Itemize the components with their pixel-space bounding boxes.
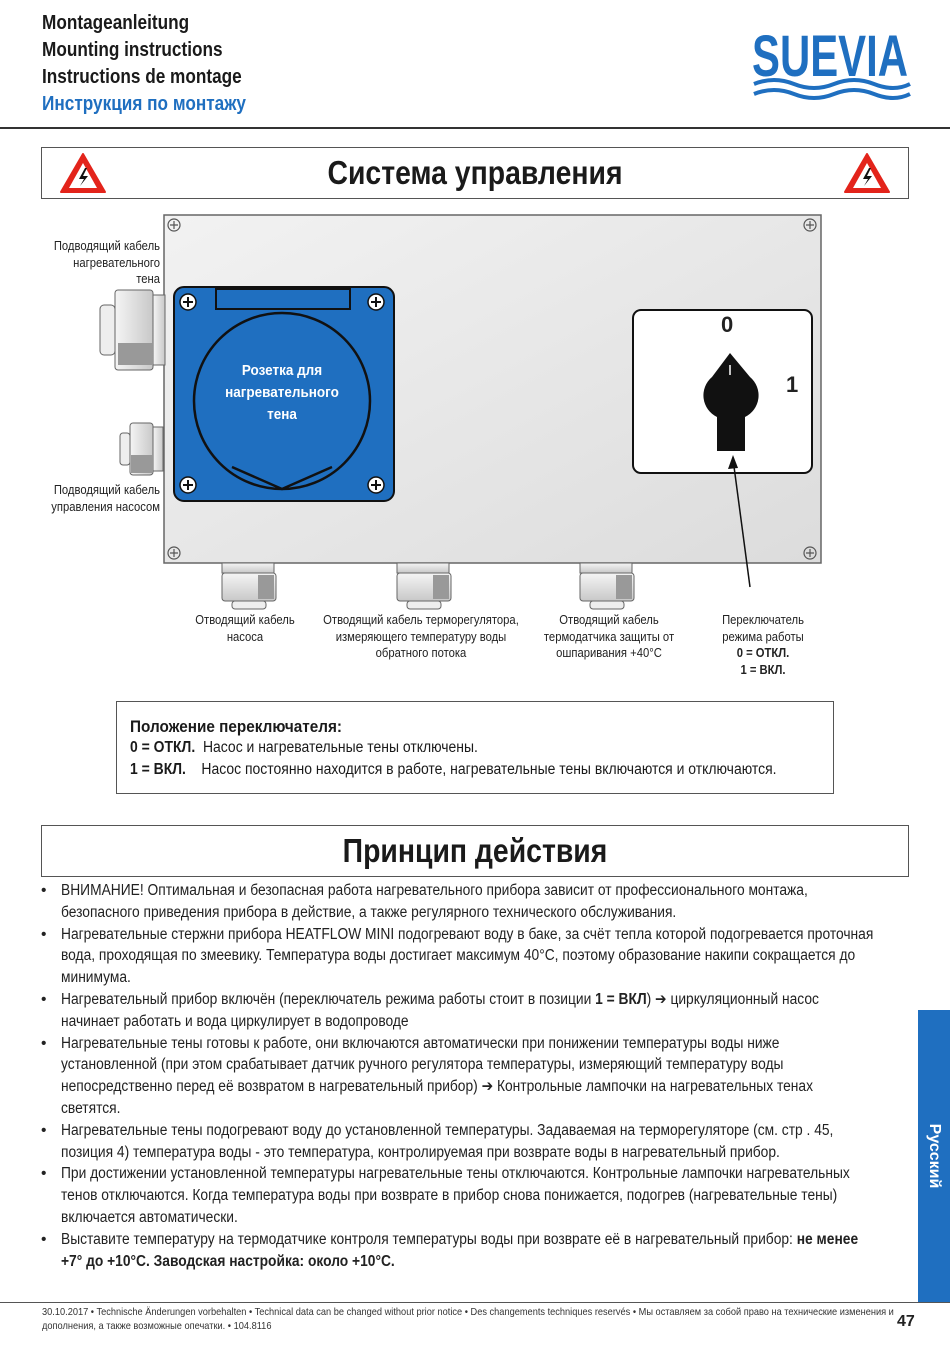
switch-position-1: 1 (786, 372, 799, 397)
gland-pump-in (120, 423, 163, 475)
switch-position-0: 0 (721, 312, 734, 337)
principle-bullets (40, 880, 910, 1272)
socket-label: Розетка для нагревательного тена (225, 362, 339, 423)
label-scald-cable-out: Отводящий кабель термодатчика защиты от ошпаривания +40°C (543, 613, 675, 660)
list-item: • Выставите температуру на термодатчике контроля температуры воды при возврате её в нагревательный прибор: не менее +7° до +10°C. Заводская настройка: около +10°C. (41, 1230, 859, 1270)
label-heater-cable-in: Подводящий кабель нагревательного тена (53, 239, 161, 286)
label-mode-switch: Переключатель режима работы 0 = ОТКЛ. 1 = ВКЛ. (722, 613, 804, 677)
list-item: • При достижении установленной температуры нагревательные тены отключаются. Контрольные лампочки нагревательных тенов отключаются. Когда температура воды при возврате в прибор снова понижается, подогрев (нагревательные тены) включается автоматически. (41, 1165, 850, 1226)
list-item: • ВНИМАНИЕ! Оптимальная и безопасная работа нагревательного прибора зависит от профессионального монтажа, безопасного приведения прибора в действие, а также регулярного технического обслуживания. (41, 882, 808, 921)
control-box-diagram (0, 205, 950, 685)
list-item: • Нагревательные тены подогревают воду до установленной температуры. Задаваемая на терморегуляторе (см. стр . 45, позиция 4) температура воды - это температура, контролируемая при возврате воды в нагревательный прибор. (41, 1121, 834, 1161)
section-title-control-system (41, 147, 909, 199)
header-rule (0, 127, 950, 129)
list-item: • Нагревательный прибор включён (переключатель режима работы стоит в позиции 1 = ВКЛ) ➔ циркуляционный насос начинает работать и вода циркулирует в водопроводе (41, 990, 819, 1030)
label-thermo-cable-out: Отводящий кабель терморегулятора, измеряющего температуру воды обратного потока (323, 613, 519, 660)
list-item: • Нагревательные тены готовы к работе, они включаются автоматически при понижении температуры воды ниже установленной (при этом срабатывает датчик ручного регулятора температуры, измеряющий температуру воды непосредственно перед её возвратом в нагревательный прибор) ➔ Контрольные лампочки на нагревательных тенах светятся. (41, 1034, 813, 1117)
gland-heater-in (100, 290, 165, 370)
title-ru: Инструкция по монтажу (42, 93, 246, 115)
section-title-text: Система управления (327, 154, 623, 191)
section-title-text: Принцип действия (342, 832, 608, 869)
switch-info-heading: Положение переключателя: (130, 717, 342, 736)
high-voltage-warning-icon (58, 151, 108, 195)
footer-rule (0, 1302, 950, 1303)
footer-note: 30.10.2017 • Technische Änderungen vorbehalten • Technical data can be changed without prior notice • Des changements techniques reservés • Мы оставляем за собой право на технические изменения и дополнения, а также возможные опечатки. • 104.8116 (42, 1306, 894, 1332)
section-title-principle (41, 825, 909, 877)
gland-scald-out (580, 563, 634, 609)
switch-info-pos1: 1 = ВКЛ. Насос постоянно находится в работе, нагревательные тены включаются и отключаются. (130, 761, 777, 778)
title-en: Mounting instructions (42, 39, 223, 61)
language-tab-label: Русский (926, 1123, 943, 1189)
label-pump-cable-out: Отводящий кабель насоса (195, 613, 295, 644)
page-number: 47 (897, 1313, 915, 1330)
title-de: Montageanleitung (42, 12, 190, 34)
logo-text: SUEVIA (752, 24, 908, 89)
list-item: • Нагревательные стержни прибора HEATFLOW MINI подогревают воду в баке, за счёт тепла которой подогревается проточная вода, проходящая по змеевику. Температура воды достигает максимум 40°C, поэтому образование накипи сокращается до минимума. (41, 925, 874, 987)
switch-info-pos0: 0 = ОТКЛ. Насос и нагревательные тены отключены. (130, 739, 478, 756)
suevia-logo (750, 18, 912, 102)
header-titles (42, 10, 279, 118)
gland-pump-out (222, 563, 276, 609)
language-tab-russian[interactable] (918, 1010, 950, 1302)
title-fr: Instructions de montage (42, 66, 242, 88)
label-pump-cable-in: Подводящий кабель управления насосом (51, 483, 161, 514)
high-voltage-warning-icon (842, 151, 892, 195)
switch-position-box (116, 701, 834, 794)
gland-thermo-out (397, 563, 451, 609)
